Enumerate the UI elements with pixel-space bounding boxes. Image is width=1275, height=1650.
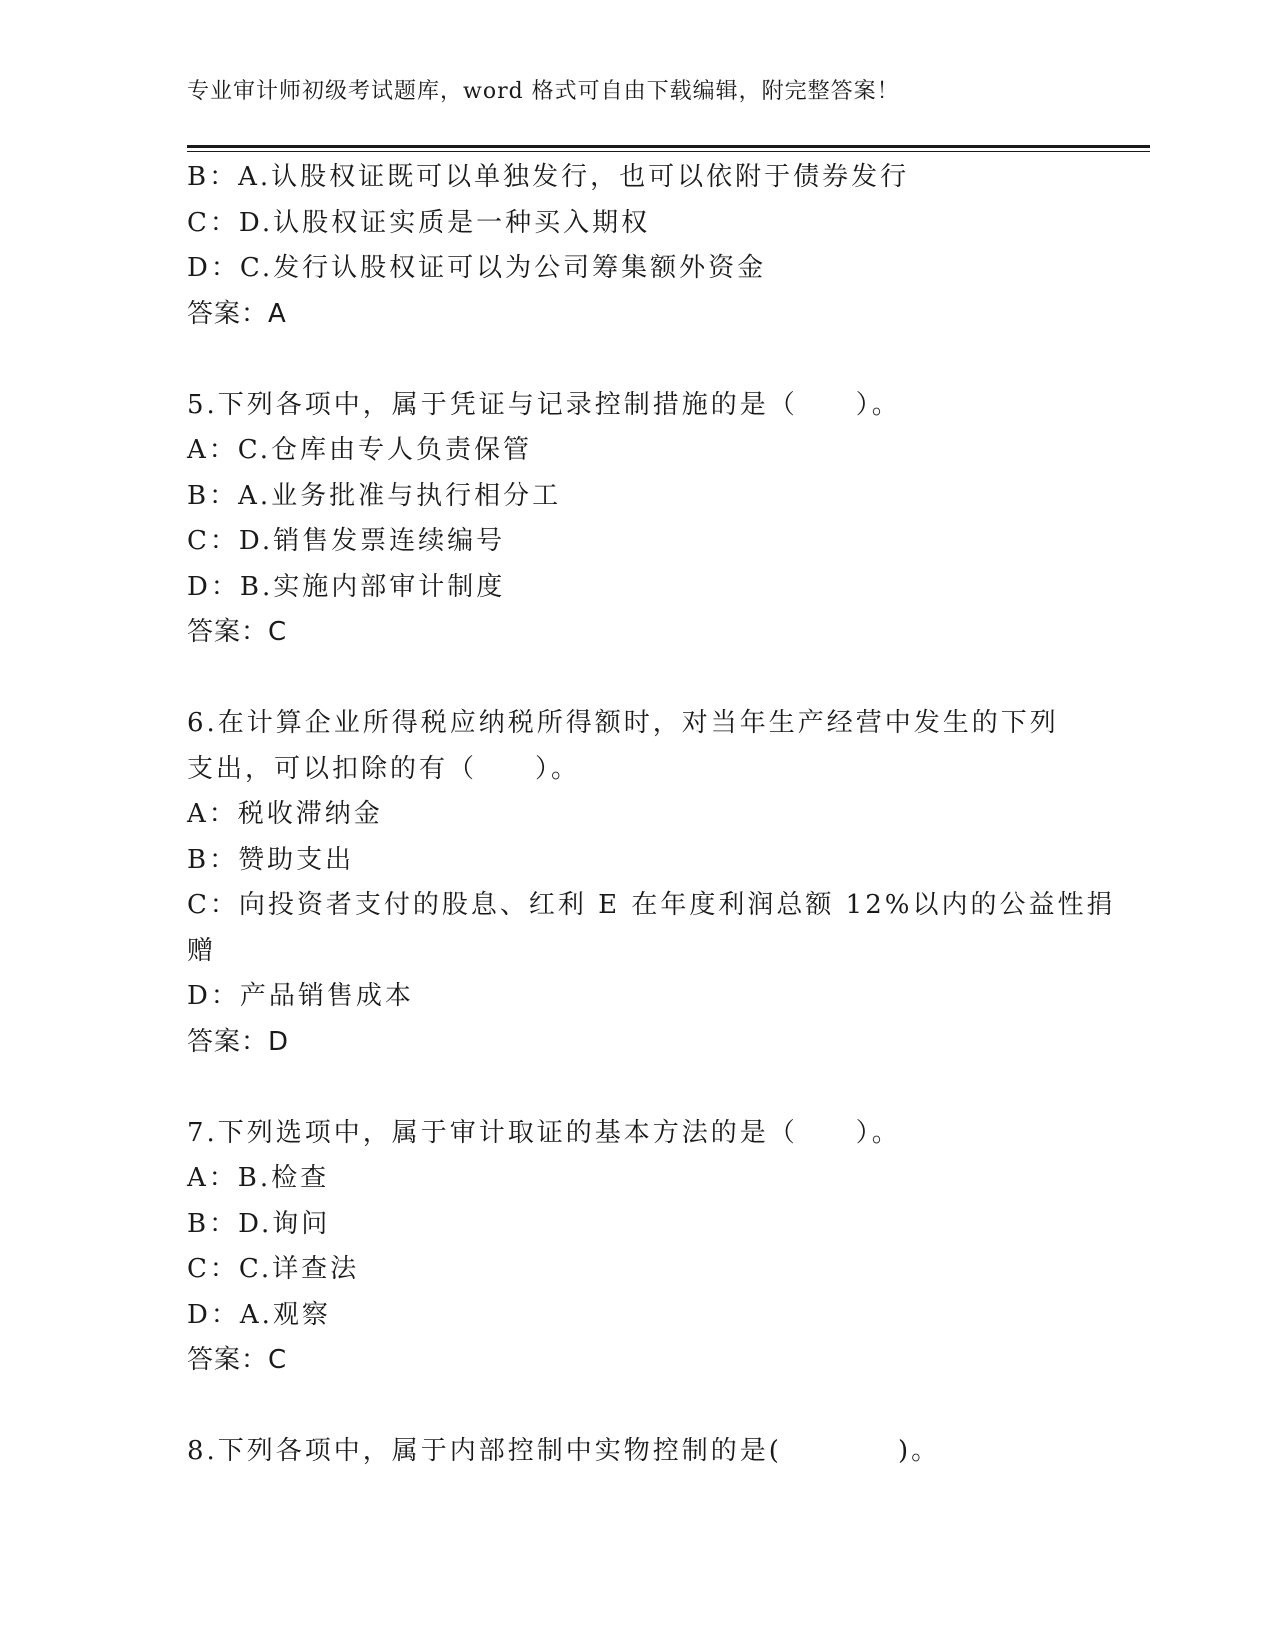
option-d: D：B.实施内部审计制度 xyxy=(187,571,506,602)
page-header: 专业审计师初级考试题库，word 格式可自由下载编辑，附完整答案！ xyxy=(187,79,900,104)
option-b: B：A.认股权证既可以单独发行，也可以依附于债券发行 xyxy=(187,162,910,192)
question-content xyxy=(187,155,1116,1475)
question-6-stem-cont: 支出，可以扣除的有（ ）。 xyxy=(187,753,581,784)
question-7-stem: 7.下列选项中，属于审计取证的基本方法的是（ ）。 xyxy=(187,1117,901,1148)
answer: 答案：D xyxy=(187,1026,290,1057)
option-d: D：产品销售成本 xyxy=(187,981,414,1011)
answer: 答案：A xyxy=(187,298,287,329)
option-c-cont: 赠 xyxy=(187,935,217,966)
option-b: B：赞助支出 xyxy=(187,844,355,875)
option-b: B：D.询问 xyxy=(187,1208,331,1239)
option-c: C：C.详查法 xyxy=(187,1254,360,1284)
option-c: C：D.认股权证实质是一种买入期权 xyxy=(187,207,651,238)
option-a: A：税收滞纳金 xyxy=(187,799,383,829)
header-rule-thick xyxy=(187,145,1150,148)
answer: 答案：C xyxy=(187,1345,288,1375)
header-rule-thin xyxy=(187,151,1150,152)
option-b: B：A.业务批准与执行相分工 xyxy=(187,480,562,511)
option-d: D：C.发行认股权证可以为公司筹集额外资金 xyxy=(187,253,767,283)
option-c: C：向投资者支付的股息、红利 E 在年度利润总额 12%以内的公益性捐 xyxy=(187,890,1116,920)
question-6-stem: 6.在计算企业所得税应纳税所得额时，对当年生产经营中发生的下列 xyxy=(187,708,1059,738)
question-8-stem: 8.下列各项中，属于内部控制中实物控制的是( )。 xyxy=(187,1436,941,1466)
answer: 答案：C xyxy=(187,617,288,647)
option-a: A：C.仓库由专人负责保管 xyxy=(187,435,533,465)
option-d: D：A.观察 xyxy=(187,1299,331,1330)
option-c: C：D.销售发票连续编号 xyxy=(187,526,506,556)
question-5-stem: 5.下列各项中，属于凭证与记录控制措施的是（ ）。 xyxy=(187,389,901,420)
option-a: A：B.检查 xyxy=(187,1163,330,1193)
